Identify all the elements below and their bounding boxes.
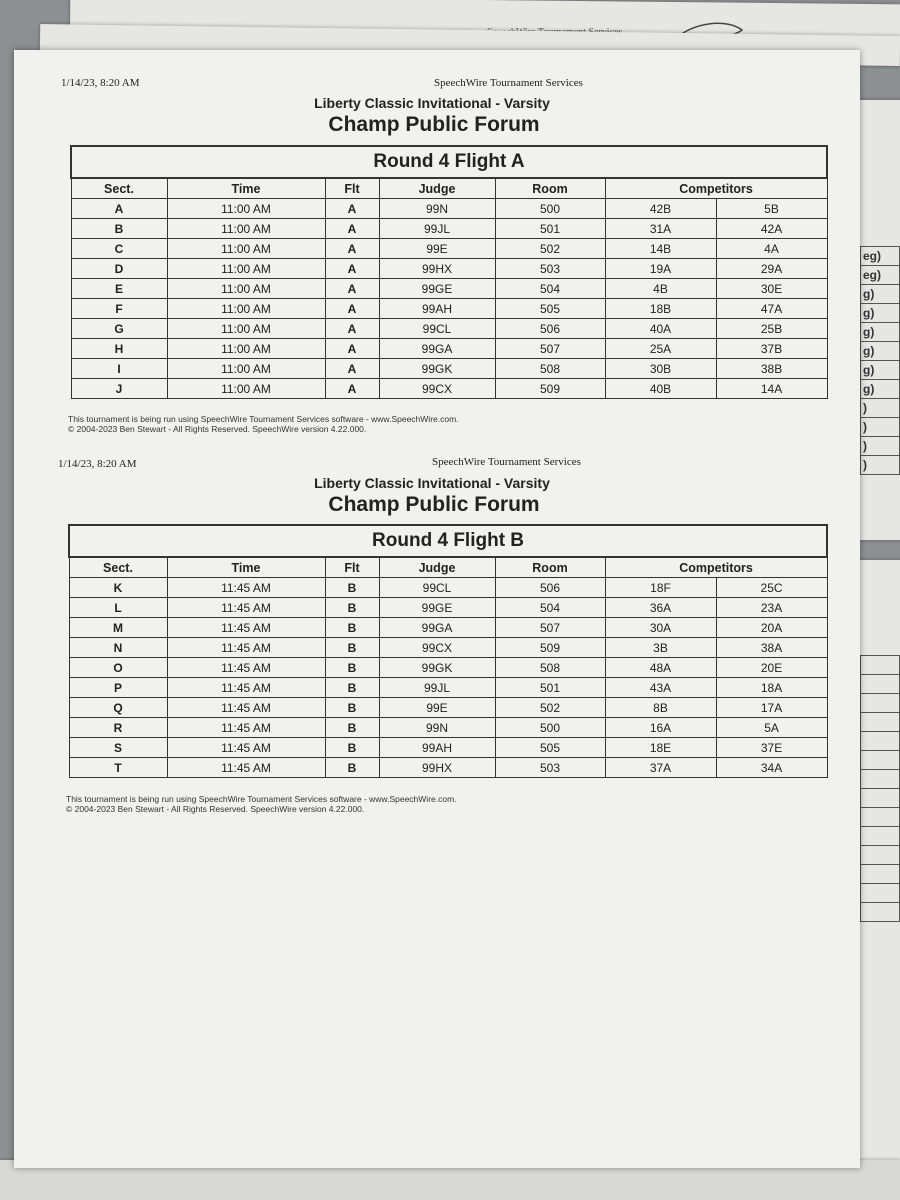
flight-cell: A (325, 359, 379, 379)
flight-cell: A (325, 239, 379, 259)
table-row (71, 319, 827, 339)
time-cell: 11:45 AM (167, 658, 325, 678)
section-cell: D (71, 259, 167, 279)
competitor-1-cell: 30B (605, 359, 716, 379)
room-cell: 507 (495, 339, 605, 359)
flight-cell: A (325, 279, 379, 299)
flight-cell: A (325, 379, 379, 399)
background-fragment: eg) (861, 247, 900, 266)
competitor-2-cell: 37E (716, 738, 827, 758)
section-cell: E (71, 279, 167, 299)
section-cell: J (71, 379, 167, 399)
competitor-1-cell: 37A (605, 758, 716, 778)
table-row (69, 738, 827, 758)
col-header-competitors: Competitors (605, 178, 827, 199)
footer-software-line: This tournament is being run using SpeechWire Tournament Services software - www.SpeechWire.com. (66, 794, 457, 804)
competitor-2-cell: 30E (716, 279, 827, 299)
judge-cell: 99GE (379, 598, 495, 618)
flight-cell: A (325, 199, 379, 219)
judge-cell: 99CL (379, 319, 495, 339)
judge-cell: 99E (379, 239, 495, 259)
competitor-1-cell: 40A (605, 319, 716, 339)
footer-note (66, 794, 457, 814)
room-cell: 508 (495, 359, 605, 379)
background-empty-cell (861, 884, 900, 903)
footer-copyright-line: © 2004-2023 Ben Stewart - All Rights Reserved. SpeechWire version 4.22.000. (68, 424, 367, 434)
background-empty-cell (861, 694, 900, 713)
competitor-2-cell: 5B (716, 199, 827, 219)
room-cell: 504 (495, 279, 605, 299)
service-name: SpeechWire Tournament Services (434, 77, 583, 89)
background-fragment: eg) (861, 266, 900, 285)
competitor-2-cell: 23A (716, 598, 827, 618)
competitor-2-cell: 25C (716, 578, 827, 598)
section-cell: M (69, 618, 167, 638)
competitor-1-cell: 36A (605, 598, 716, 618)
judge-cell: 99GE (379, 279, 495, 299)
room-cell: 507 (495, 618, 605, 638)
section-cell: K (69, 578, 167, 598)
col-header-sect: Sect. (69, 557, 167, 578)
judge-cell: 99HX (379, 758, 495, 778)
judge-cell: 99CX (379, 379, 495, 399)
time-cell: 11:00 AM (167, 219, 325, 239)
competitor-1-cell: 18E (605, 738, 716, 758)
background-right-table-lower (860, 655, 900, 922)
table-row (69, 678, 827, 698)
section-cell: S (69, 738, 167, 758)
judge-cell: 99AH (379, 299, 495, 319)
footer-software-line: This tournament is being run using SpeechWire Tournament Services software - www.SpeechWire.com. (68, 414, 459, 424)
background-fragment: g) (861, 361, 900, 380)
flight-cell: B (325, 718, 379, 738)
background-fragment: g) (861, 323, 900, 342)
col-header-competitors: Competitors (605, 557, 827, 578)
room-cell: 505 (495, 299, 605, 319)
room-cell: 508 (495, 658, 605, 678)
judge-cell: 99JL (379, 219, 495, 239)
judge-cell: 99AH (379, 738, 495, 758)
tournament-title: Liberty Classic Invitational - Varsity (314, 475, 550, 491)
competitor-1-cell: 40B (605, 379, 716, 399)
table-row (69, 638, 827, 658)
section-cell: F (71, 299, 167, 319)
judge-cell: 99N (379, 199, 495, 219)
judge-cell: 99CX (379, 638, 495, 658)
time-cell: 11:00 AM (167, 239, 325, 259)
table-row (71, 279, 827, 299)
competitor-2-cell: 5A (716, 718, 827, 738)
flight-cell: A (325, 319, 379, 339)
background-empty-cell (861, 865, 900, 884)
competitor-1-cell: 16A (605, 718, 716, 738)
room-cell: 501 (495, 678, 605, 698)
table-row (69, 578, 827, 598)
flight-cell: B (325, 598, 379, 618)
room-cell: 500 (495, 199, 605, 219)
time-cell: 11:45 AM (167, 618, 325, 638)
room-cell: 500 (495, 718, 605, 738)
judge-cell: 99E (379, 698, 495, 718)
judge-cell: 99GK (379, 359, 495, 379)
section-cell: N (69, 638, 167, 658)
competitor-2-cell: 34A (716, 758, 827, 778)
event-title: Champ Public Forum (328, 493, 540, 516)
background-fragment: g) (861, 304, 900, 323)
footer-note (68, 414, 459, 434)
competitor-1-cell: 4B (605, 279, 716, 299)
section-cell: T (69, 758, 167, 778)
competitor-1-cell: 42B (605, 199, 716, 219)
time-cell: 11:00 AM (167, 339, 325, 359)
section-cell: A (71, 199, 167, 219)
table-row (71, 359, 827, 379)
competitor-1-cell: 31A (605, 219, 716, 239)
background-empty-cell (861, 903, 900, 922)
col-header-judge: Judge (379, 557, 495, 578)
round-title: Round 4 Flight A (71, 146, 827, 178)
table-row (69, 718, 827, 738)
background-empty-cell (861, 713, 900, 732)
flight-cell: A (325, 299, 379, 319)
print-date: 1/14/23, 8:20 AM (58, 458, 137, 470)
judge-cell: 99CL (379, 578, 495, 598)
room-cell: 503 (495, 259, 605, 279)
competitor-1-cell: 19A (605, 259, 716, 279)
time-cell: 11:45 AM (167, 698, 325, 718)
competitor-2-cell: 42A (716, 219, 827, 239)
time-cell: 11:00 AM (167, 279, 325, 299)
judge-cell: 99JL (379, 678, 495, 698)
background-empty-cell (861, 789, 900, 808)
section-cell: B (71, 219, 167, 239)
competitor-2-cell: 14A (716, 379, 827, 399)
background-empty-cell (861, 846, 900, 865)
competitor-2-cell: 38B (716, 359, 827, 379)
table-row (69, 618, 827, 638)
background-empty-cell (861, 827, 900, 846)
table-row (69, 658, 827, 678)
background-fragment: g) (861, 285, 900, 304)
col-header-flt: Flt (325, 557, 379, 578)
competitor-1-cell: 43A (605, 678, 716, 698)
round-title: Round 4 Flight B (69, 525, 827, 557)
table-row (69, 758, 827, 778)
background-fragment: ) (861, 418, 900, 437)
footer-copyright-line: © 2004-2023 Ben Stewart - All Rights Reserved. SpeechWire version 4.22.000. (66, 804, 365, 814)
competitor-2-cell: 17A (716, 698, 827, 718)
time-cell: 11:45 AM (167, 638, 325, 658)
background-empty-cell (861, 675, 900, 694)
background-empty-cell (861, 808, 900, 827)
room-cell: 502 (495, 239, 605, 259)
competitor-2-cell: 25B (716, 319, 827, 339)
background-fragment: ) (861, 437, 900, 456)
section-cell: G (71, 319, 167, 339)
competitor-2-cell: 20E (716, 658, 827, 678)
print-date: 1/14/23, 8:20 AM (61, 77, 140, 89)
competitor-1-cell: 18B (605, 299, 716, 319)
flight-cell: B (325, 638, 379, 658)
flight-cell: B (325, 658, 379, 678)
flight-cell: B (325, 618, 379, 638)
section-cell: I (71, 359, 167, 379)
table-row (69, 598, 827, 618)
section-cell: L (69, 598, 167, 618)
background-empty-cell (861, 656, 900, 675)
table-row (71, 259, 827, 279)
competitor-1-cell: 3B (605, 638, 716, 658)
time-cell: 11:45 AM (167, 578, 325, 598)
room-cell: 506 (495, 578, 605, 598)
time-cell: 11:00 AM (167, 379, 325, 399)
time-cell: 11:00 AM (167, 259, 325, 279)
room-cell: 503 (495, 758, 605, 778)
flight-cell: A (325, 219, 379, 239)
flight-cell: B (325, 738, 379, 758)
time-cell: 11:45 AM (167, 718, 325, 738)
background-empty-cell (861, 770, 900, 789)
background-fragment: g) (861, 380, 900, 399)
section-cell: R (69, 718, 167, 738)
table-row (69, 698, 827, 718)
room-cell: 502 (495, 698, 605, 718)
competitor-1-cell: 8B (605, 698, 716, 718)
col-header-judge: Judge (379, 178, 495, 199)
judge-cell: 99GA (379, 618, 495, 638)
competitor-2-cell: 20A (716, 618, 827, 638)
pairings-table-flight-a (70, 145, 828, 399)
col-header-room: Room (495, 557, 605, 578)
competitor-2-cell: 18A (716, 678, 827, 698)
col-header-room: Room (495, 178, 605, 199)
col-header-sect: Sect. (71, 178, 167, 199)
section-cell: C (71, 239, 167, 259)
section-cell: H (71, 339, 167, 359)
competitor-2-cell: 4A (716, 239, 827, 259)
flight-cell: A (325, 339, 379, 359)
col-header-time: Time (167, 557, 325, 578)
background-empty-cell (861, 732, 900, 751)
section-cell: P (69, 678, 167, 698)
room-cell: 509 (495, 638, 605, 658)
judge-cell: 99HX (379, 259, 495, 279)
event-title: Champ Public Forum (328, 113, 540, 136)
flight-cell: B (325, 578, 379, 598)
flight-cell: B (325, 698, 379, 718)
section-cell: Q (69, 698, 167, 718)
room-cell: 501 (495, 219, 605, 239)
table-row (71, 199, 827, 219)
room-cell: 506 (495, 319, 605, 339)
pairings-table-flight-b (68, 524, 828, 778)
time-cell: 11:00 AM (167, 199, 325, 219)
service-name: SpeechWire Tournament Services (432, 456, 581, 468)
main-page (14, 50, 860, 1168)
competitor-2-cell: 29A (716, 259, 827, 279)
time-cell: 11:45 AM (167, 738, 325, 758)
flight-cell: B (325, 678, 379, 698)
competitor-1-cell: 18F (605, 578, 716, 598)
tournament-title: Liberty Classic Invitational - Varsity (314, 95, 550, 111)
competitor-1-cell: 30A (605, 618, 716, 638)
background-fragment: ) (861, 399, 900, 418)
competitor-1-cell: 48A (605, 658, 716, 678)
table-row (71, 379, 827, 399)
background-empty-cell (861, 751, 900, 770)
judge-cell: 99GA (379, 339, 495, 359)
background-fragment: g) (861, 342, 900, 361)
room-cell: 505 (495, 738, 605, 758)
col-header-flt: Flt (325, 178, 379, 199)
time-cell: 11:00 AM (167, 359, 325, 379)
competitor-2-cell: 47A (716, 299, 827, 319)
judge-cell: 99GK (379, 658, 495, 678)
competitor-1-cell: 14B (605, 239, 716, 259)
time-cell: 11:00 AM (167, 299, 325, 319)
table-row (71, 339, 827, 359)
competitor-2-cell: 37B (716, 339, 827, 359)
flight-cell: B (325, 758, 379, 778)
background-fragment: ) (861, 456, 900, 475)
flight-cell: A (325, 259, 379, 279)
section-cell: O (69, 658, 167, 678)
competitor-1-cell: 25A (605, 339, 716, 359)
background-right-table (860, 246, 900, 475)
time-cell: 11:00 AM (167, 319, 325, 339)
table-row (71, 299, 827, 319)
time-cell: 11:45 AM (167, 598, 325, 618)
col-header-time: Time (167, 178, 325, 199)
time-cell: 11:45 AM (167, 678, 325, 698)
table-row (71, 239, 827, 259)
time-cell: 11:45 AM (167, 758, 325, 778)
room-cell: 504 (495, 598, 605, 618)
judge-cell: 99N (379, 718, 495, 738)
table-row (71, 219, 827, 239)
competitor-2-cell: 38A (716, 638, 827, 658)
room-cell: 509 (495, 379, 605, 399)
